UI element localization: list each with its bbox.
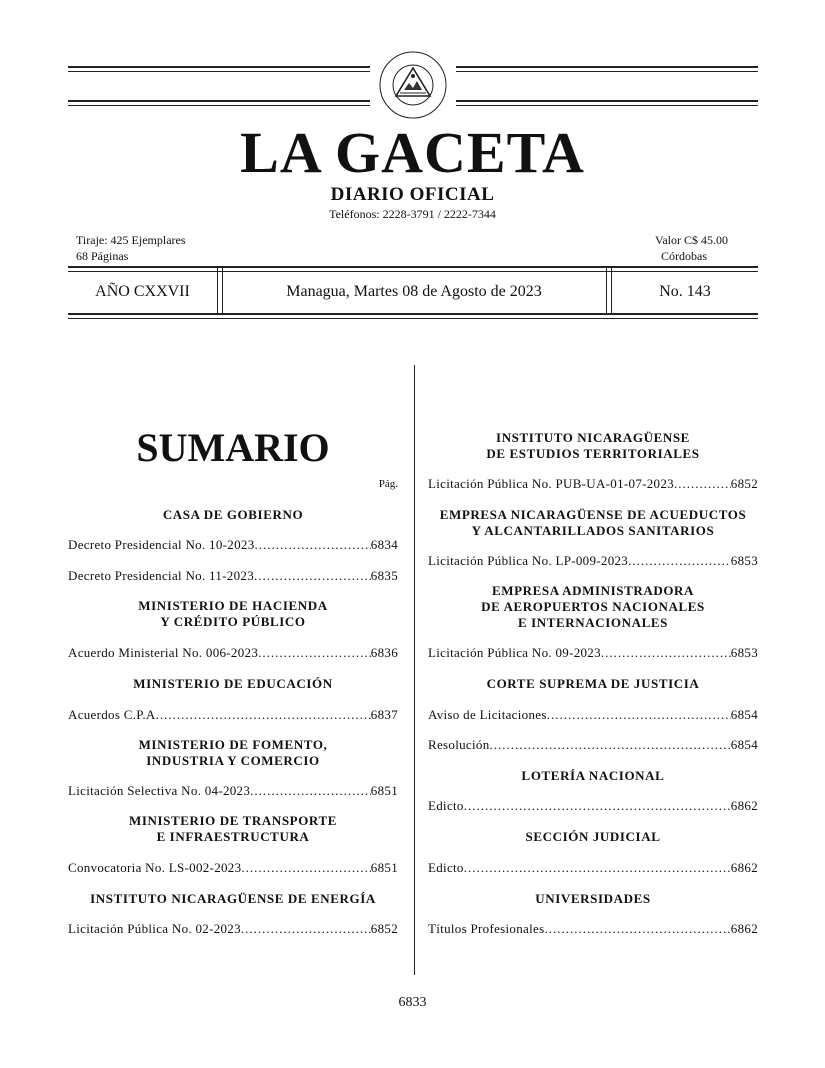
masthead-rule-mid-left <box>68 100 370 106</box>
toc-entry[interactable]: Licitación Selectiva No. 04-2023 ..... 6851 <box>68 783 398 799</box>
section-universidades: UNIVERSIDADES <box>535 891 651 906</box>
page-count: 68 Páginas <box>76 249 129 263</box>
toc-entry[interactable]: Edicto ..... 6862 <box>428 860 758 876</box>
newspaper-title: LA GACETA <box>240 120 585 185</box>
seal-icon <box>378 50 448 120</box>
page-number: 6833 <box>398 995 427 1010</box>
toc-entry[interactable]: Licitación Pública No. PUB-UA-01-07-2023 ..... 6852 <box>428 476 758 492</box>
section-empresa-aeropuertos: EMPRESA ADMINISTRADORA DE AEROPUERTOS NACIONALES E INTERNACIONALES <box>481 583 705 630</box>
section-ministerio-educacion: MINISTERIO DE EDUCACIÓN <box>133 676 333 691</box>
issue-date: Managua, Martes 08 de Agosto de 2023 <box>286 283 542 300</box>
sumario-heading: SUMARIO <box>136 425 330 470</box>
section-instituto-estudios-territoriales: INSTITUTO NICARAGÜENSE DE ESTUDIOS TERRITORIALES <box>486 430 700 461</box>
section-instituto-energia: INSTITUTO NICARAGÜENSE DE ENERGÍA <box>90 891 376 906</box>
price: Valor C$ 45.00 <box>655 233 728 247</box>
toc-entry[interactable]: Edicto ..... 6862 <box>428 798 758 814</box>
toc-entry[interactable]: Resolución ..... 6854 <box>428 737 758 753</box>
toc-entry[interactable]: Aviso de Licitaciones ..... 6854 <box>428 707 758 723</box>
masthead-rule-top-left <box>68 66 370 72</box>
toc-entry[interactable]: Licitación Pública No. 09-2023 ..... 6853 <box>428 645 758 661</box>
section-ministerio-transporte: MINISTERIO DE TRANSPORTE E INFRAESTRUCTURA <box>128 813 338 844</box>
toc-entry[interactable]: Acuerdos C.P.A ..... 6837 <box>68 707 398 723</box>
newspaper-subtitle: DIARIO OFICIAL <box>330 184 495 205</box>
currency: Córdobas <box>661 249 707 263</box>
issue-year: AÑO CXXVII <box>95 283 190 300</box>
masthead-rule-top-right <box>456 66 758 72</box>
toc-entry[interactable]: Licitación Pública No. 02-2023 ..... 6852 <box>68 921 398 937</box>
toc-entry[interactable]: Decreto Presidencial No. 10-2023 ..... 6834 <box>68 537 398 553</box>
toc-entry[interactable]: Convocatoria No. LS-002-2023 ..... 6851 <box>68 860 398 876</box>
masthead-rule-mid-right <box>456 100 758 106</box>
section-seccion-judicial: SECCIÓN JUDICIAL <box>525 829 661 844</box>
toc-entry[interactable]: Acuerdo Ministerial No. 006-2023 ..... 6836 <box>68 645 398 661</box>
section-casa-de-gobierno: CASA DE GOBIERNO <box>162 507 304 522</box>
tiraje: Tiraje: 425 Ejemplares <box>76 233 186 247</box>
section-ministerio-hacienda: MINISTERIO DE HACIENDA Y CRÉDITO PÚBLICO <box>138 598 328 629</box>
section-corte-suprema: CORTE SUPREMA DE JUSTICIA <box>486 676 700 691</box>
page-column-label: Pág. <box>378 478 398 490</box>
section-ministerio-fomento: MINISTERIO DE FOMENTO, INDUSTRIA Y COMERCIO <box>138 737 328 768</box>
toc-entry[interactable]: Decreto Presidencial No. 11-2023 ..... 6835 <box>68 568 398 584</box>
section-empresa-acueductos: EMPRESA NICARAGÜENSE DE ACUEDUCTOS Y ALCANTARILLADOS SANITARIOS <box>439 507 747 538</box>
infobar-rule-top <box>68 266 758 272</box>
issue-number: No. 143 <box>659 283 711 300</box>
section-loteria-nacional: LOTERÍA NACIONAL <box>521 768 665 783</box>
column-divider <box>414 365 415 975</box>
coat-of-arms-seal <box>378 50 448 120</box>
toc-entry[interactable]: Licitación Pública No. LP-009-2023 ..... 6853 <box>428 553 758 569</box>
phone-numbers: Teléfonos: 2228-3791 / 2222-7344 <box>329 207 496 221</box>
toc-entry[interactable]: Títulos Profesionales ..... 6862 <box>428 921 758 937</box>
infobar-rule-bottom <box>68 313 758 319</box>
